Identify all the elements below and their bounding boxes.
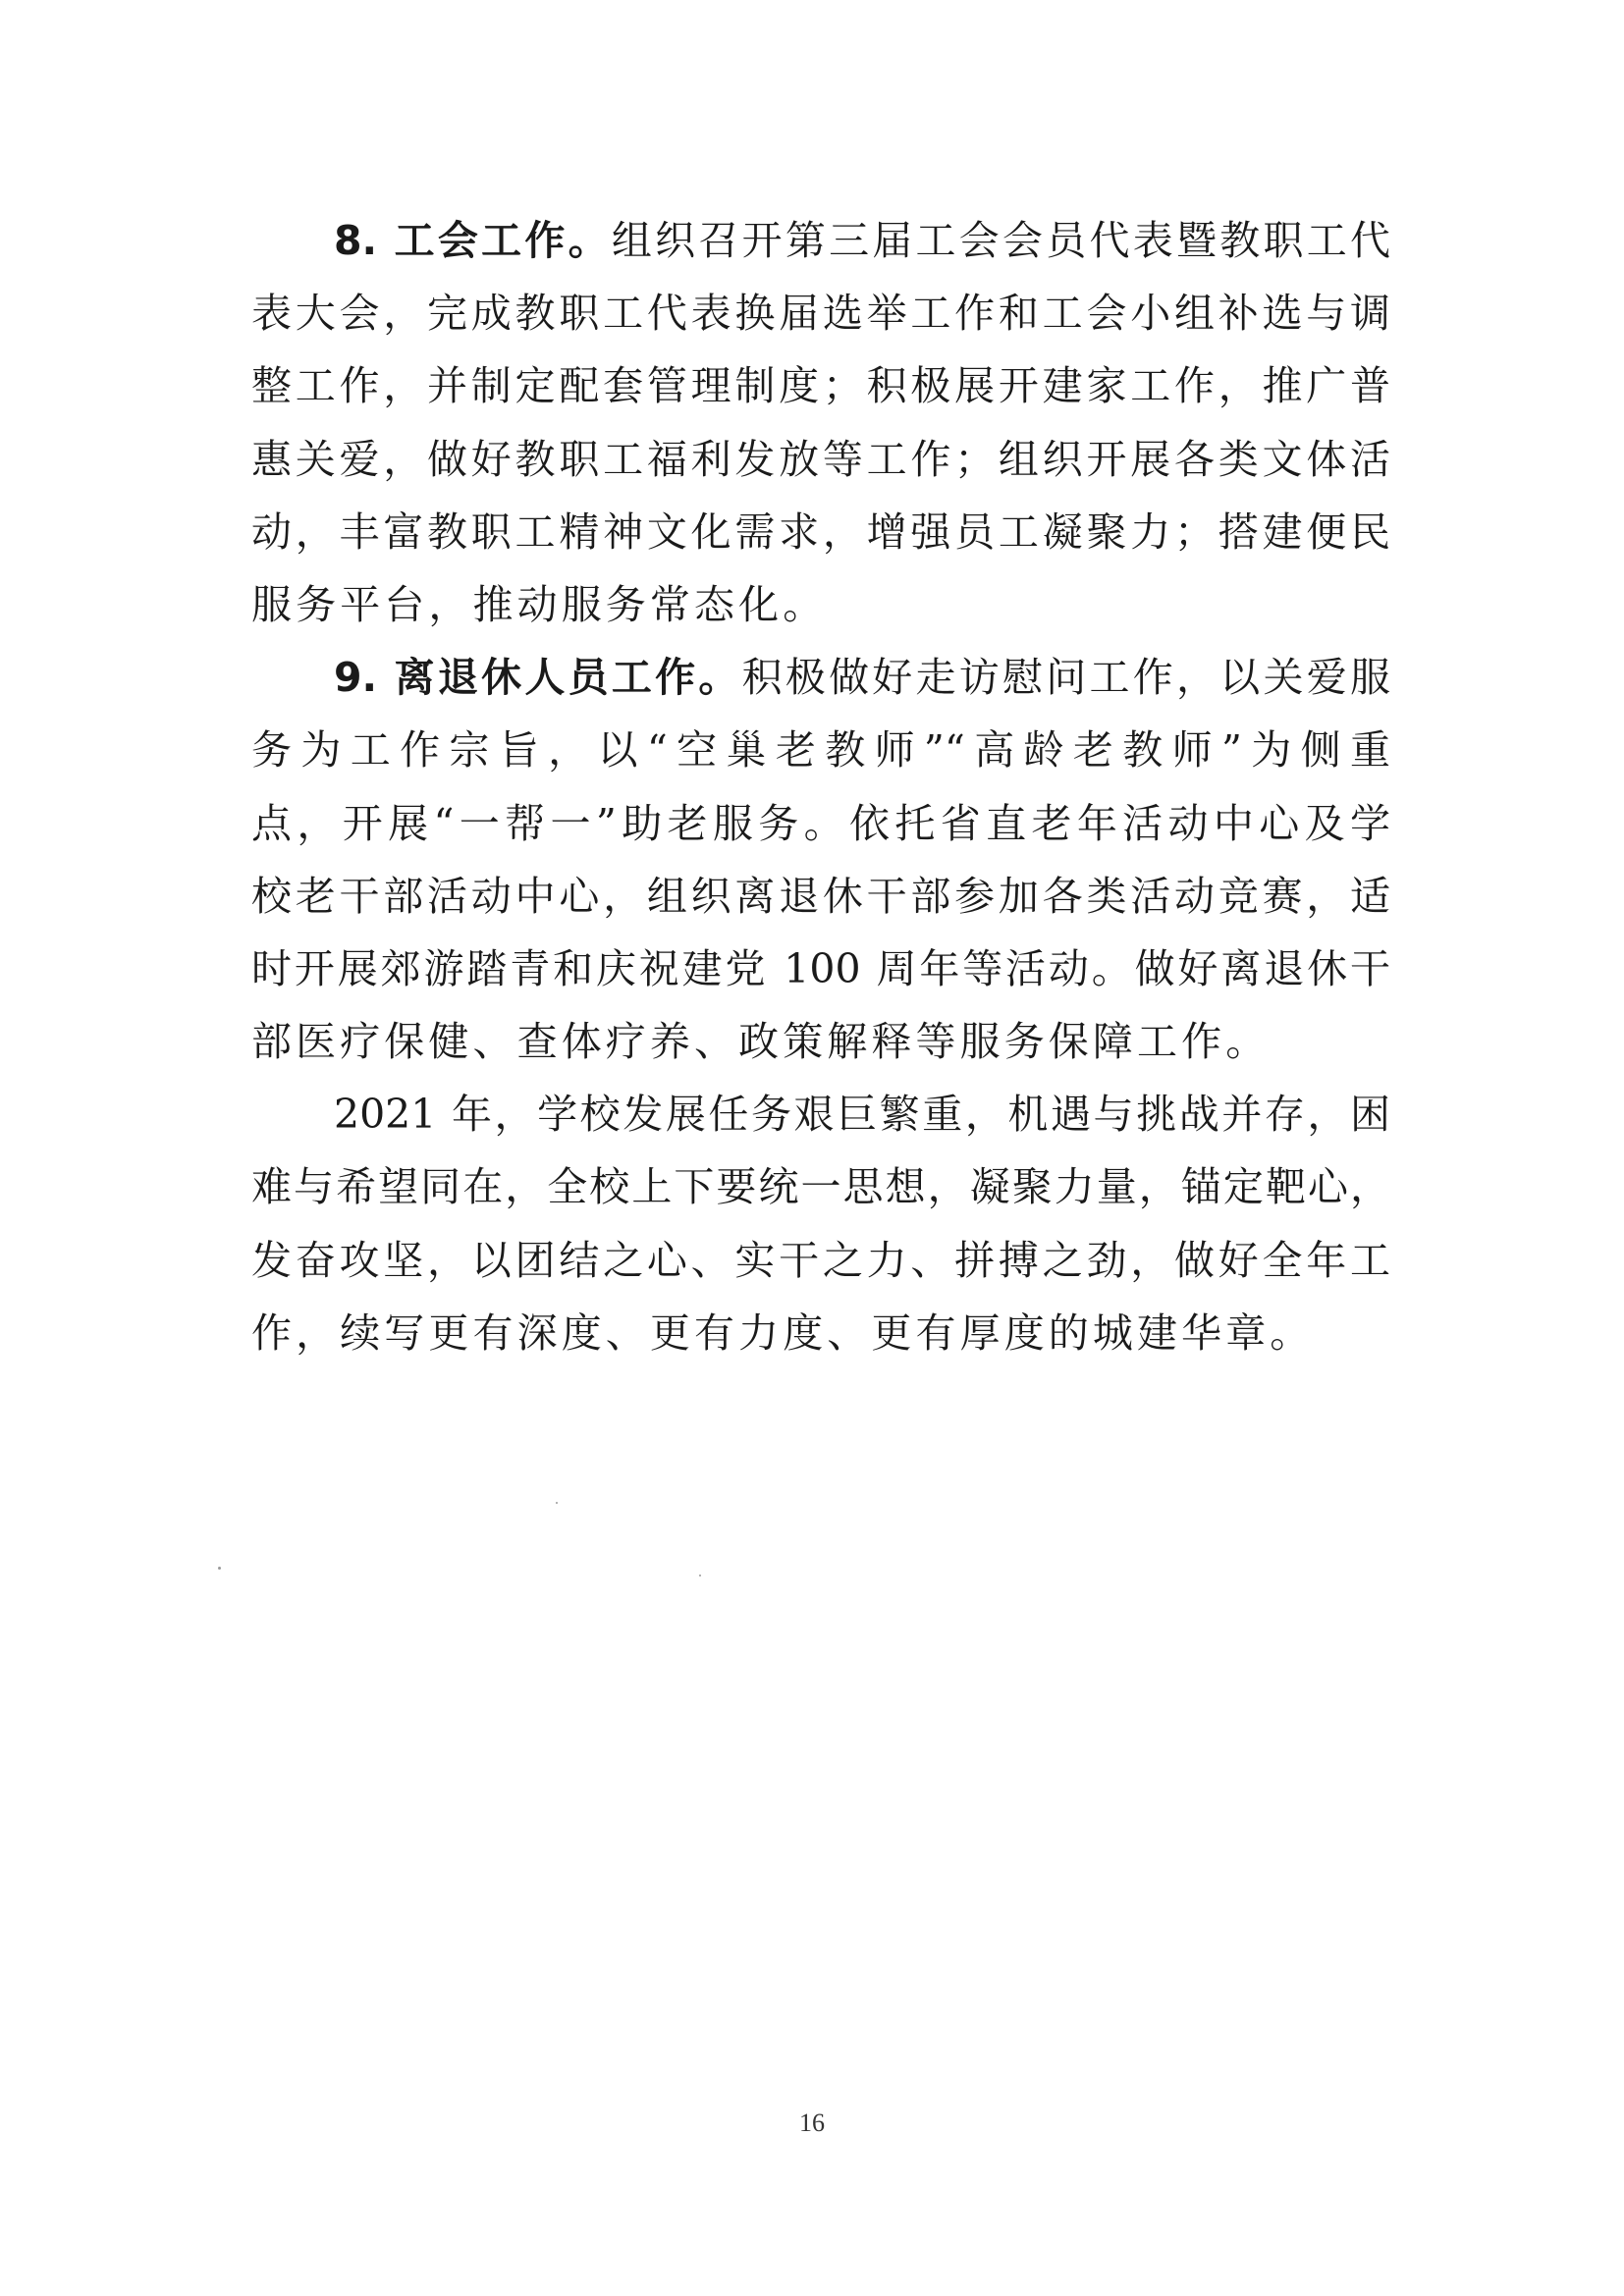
paragraph-8-line-4: 惠关爱，做好教职工福利发放等工作；组织开展各类文体活 xyxy=(251,435,1390,483)
paragraph-9-line-4: 校老干部活动中心，组织离退休干部参加各类活动竞赛，适 xyxy=(251,872,1390,920)
paragraph-text: 积极做好走访慰问工作，以关爱服 xyxy=(741,654,1390,702)
section-heading-retiree-work: 9. 离退休人员工作。 xyxy=(334,654,742,702)
scan-speck xyxy=(556,1502,558,1504)
paragraph-8-line-5: 动，丰富教职工精神文化需求，增强员工凝聚力；搭建便民 xyxy=(251,507,1390,556)
conclusion-line-2: 难与希望同在，全校上下要统一思想，凝聚力量，锚定靶心， xyxy=(251,1163,1390,1211)
paragraph-8-line-1 xyxy=(251,204,1390,277)
paragraph-9-line-6: 部医疗保健、查体疗养、政策解释等服务保障工作。 xyxy=(251,1018,1271,1066)
paragraph-8-line-2: 表大会，完成教职工代表换届选举工作和工会小组补选与调 xyxy=(251,290,1390,338)
paragraph-9-line-3: 点，开展“一帮一”助老服务。依托省直老年活动中心及学 xyxy=(251,799,1390,847)
paragraph-9-line-1 xyxy=(251,641,1390,714)
section-heading-union-work: 8. 工会工作。 xyxy=(334,217,612,264)
paragraph-text: 组织召开第三届工会会员代表暨教职工代 xyxy=(611,217,1390,264)
paragraph-8-line-6: 服务平台，推动服务常态化。 xyxy=(251,580,828,628)
conclusion-line-4: 作，续写更有深度、更有力度、更有厚度的城建华章。 xyxy=(251,1308,1315,1357)
page-number: 16 xyxy=(799,2109,825,2137)
conclusion-line-3: 发奋攻坚，以团结之心、实干之力、拼搏之劲，做好全年工 xyxy=(251,1236,1390,1284)
paragraph-9-line-5: 时开展郊游踏青和庆祝建党 100 周年等活动。做好离退休干 xyxy=(251,944,1390,992)
conclusion-line-1: 2021 年，学校发展任务艰巨繁重，机遇与挑战并存，困 xyxy=(334,1091,1390,1139)
paragraph-8-line-3: 整工作，并制定配套管理制度；积极展开建家工作，推广普 xyxy=(251,362,1390,410)
scan-speck xyxy=(699,1575,701,1576)
paragraph-9-line-2: 务为工作宗旨，以“空巢老教师”“高龄老教师”为侧重 xyxy=(251,726,1390,774)
scan-speck xyxy=(218,1567,221,1570)
document-body xyxy=(251,204,1390,1369)
